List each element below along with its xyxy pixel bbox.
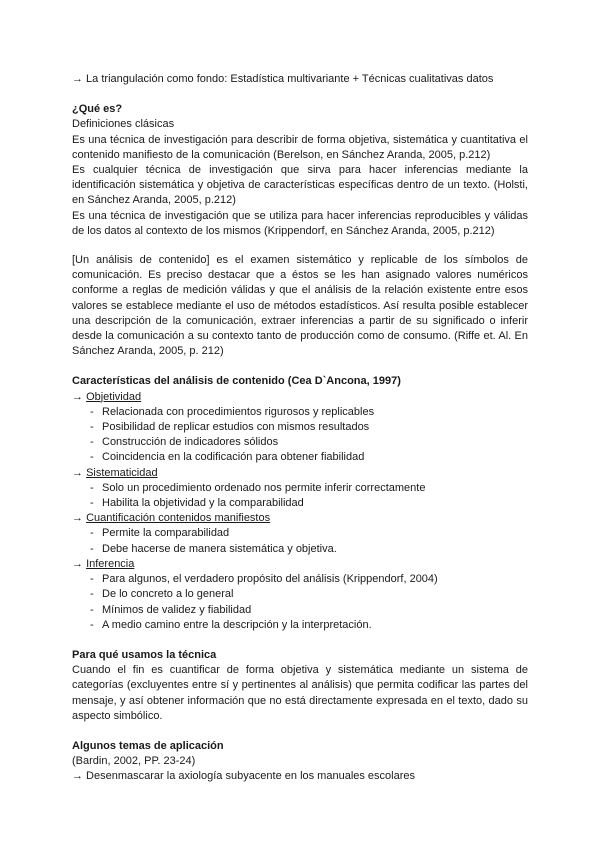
temas-heading: Algunos temas de aplicación (72, 739, 224, 752)
temas-item: → Desenmascarar la axiología subyacente en los manuales escolares (72, 770, 416, 783)
list-item: - Debe hacerse de manera sistemática y objetiva. (72, 542, 528, 557)
list-item: - Relacionada con procedimientos rigurosos y replicables (72, 405, 528, 420)
definition-krippendorf: Es una técnica de investigación que se utiliza para hacer inferencias reproducibles y válidas de los datos al contexto de los mismos (Krippendorf, en Sánchez Aranda, 2005, p.212) (72, 209, 528, 237)
list-item: - Solo un procedimiento ordenado nos permite inferir correctamente (72, 481, 528, 496)
list-item: - Mínimos de validez y fiabilidad (72, 603, 528, 618)
list-item: - Coincidencia en la codificación para obtener fiabilidad (72, 450, 528, 465)
caracteristicas-heading: Características del análisis de contenido (Cea D`Ancona, 1997) (72, 375, 401, 388)
group-objetividad-list (72, 405, 528, 466)
definiciones-subheading: Definiciones clásicas (72, 118, 175, 131)
list-item: - Permite la comparabilidad (72, 526, 528, 541)
list-item: - Posibilidad de replicar estudios con mismos resultados (72, 420, 528, 435)
list-item: - Construcción de indicadores sólidos (72, 435, 528, 450)
group-sistematicidad-title: → Sistematicidad (72, 466, 158, 479)
list-item: - De lo concreto a lo general (72, 587, 528, 602)
definition-holsti: Es cualquier técnica de investigación que sirva para hacer inferencias mediante la identificación sistemática y objetiva de características específicas dentro de un texto. (Holsti, en Sánchez Aranda, 2005, p.212) (72, 164, 528, 207)
group-objetividad-title: → Objetividad (72, 390, 142, 403)
arrow-glyph: → (72, 390, 83, 403)
group-cuantificacion-title: → Cuantificación contenidos manifiestos (72, 512, 271, 525)
list-item: - A medio camino entre la descripción y la interpretación. (72, 618, 528, 633)
group-sistematicidad-list (72, 481, 528, 511)
definition-berelson: Es una técnica de investigación para describir de forma objetiva, sistemática y cuantitativa el contenido manifiesto de la comunicación (Berelson, en Sánchez Aranda, 2005, p.212) (72, 133, 528, 161)
intro-line: → La triangulación como fondo: Estadística multivariante + Técnicas cualitativas datos (72, 73, 494, 85)
arrow-glyph: → (72, 466, 83, 479)
temas-source: (Bardin, 2002, PP. 23-24) (72, 755, 196, 768)
arrow-glyph: → (72, 512, 83, 525)
que-es-heading: ¿Qué es? (72, 103, 123, 116)
riffe-quote: [Un análisis de contenido] es el examen sistemático y replicable de los símbolos de comunicación. Es preciso destacar que a éstos se les han asignado valores numéricos conforme a reglas de medición válidas y que el análisis de la relación existente entre esos valores se establece mediante el uso de métodos estadísticos. Así resulta posible establecer una descripción de la comunicación, extraer inferencias a partir de su significado o inferir desde la comunicación a su contexto tanto de producción como de consumo. (Riffe et. Al. En Sánchez Aranda, 2005, p. 212) (72, 254, 528, 358)
group-cuantificacion-list (72, 526, 528, 556)
arrow-glyph: → (72, 557, 83, 570)
group-inferencia-list (72, 572, 528, 633)
para-que-heading: Para qué usamos la técnica (72, 648, 217, 661)
para-que-text: Cuando el fin es cuantificar de forma objetiva y sistemática mediante un sistema de categorías (excluyentes entre sí y pertinentes al análisis) que permita codificar las partes del mensaje, y así obtener información que no está directamente expresada en el texto, dado su aspecto simbólico. (72, 664, 528, 722)
list-item: - Habilita la objetividad y la comparabilidad (72, 496, 528, 511)
document-page (72, 72, 528, 785)
group-inferencia-title: → Inferencia (72, 557, 135, 570)
list-item: - Para algunos, el verdadero propósito del análisis (Krippendorf, 2004) (72, 572, 528, 587)
